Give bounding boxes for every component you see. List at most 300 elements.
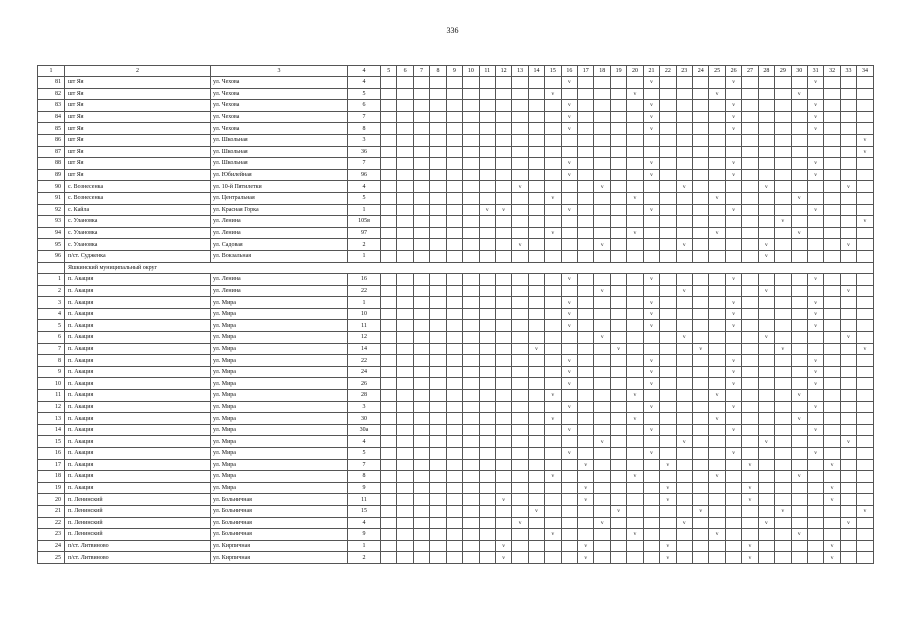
empty-day-cell [594,111,610,123]
check-mark-cell: v [561,274,577,286]
house-cell: 2 [348,239,381,251]
empty-day-cell [775,332,791,344]
empty-day-cell [495,100,511,112]
house-cell: 2 [348,552,381,564]
empty-day-cell [578,355,594,367]
empty-day-cell [725,436,741,448]
empty-day-cell [824,378,840,390]
empty-day-cell [512,540,528,552]
empty-day-cell [446,227,462,239]
empty-day-cell [627,355,643,367]
settlement-cell: п. Ленинский [65,505,211,517]
empty-day-cell [775,366,791,378]
empty-day-cell [479,216,495,228]
empty-day-cell [627,285,643,297]
empty-day-cell [479,274,495,286]
empty-day-cell [397,332,413,344]
check-mark-cell: v [791,390,807,402]
empty-day-cell [446,401,462,413]
empty-day-cell [840,413,856,425]
empty-day-cell [693,529,709,541]
check-mark-cell: v [791,88,807,100]
empty-day-cell [446,285,462,297]
empty-day-cell [627,401,643,413]
empty-day-cell [758,471,774,483]
empty-day-cell [578,471,594,483]
empty-day-cell [545,436,561,448]
empty-day-cell [775,517,791,529]
empty-day-cell [742,239,758,251]
empty-day-cell [545,274,561,286]
empty-day-cell [545,482,561,494]
empty-day-cell [512,169,528,181]
empty-day-cell [594,204,610,216]
empty-day-cell [709,459,725,471]
empty-day-cell [758,77,774,89]
empty-day-cell [758,320,774,332]
empty-day-cell [594,505,610,517]
empty-day-cell [430,505,446,517]
empty-day-cell [397,204,413,216]
empty-day-cell [693,471,709,483]
empty-day-cell [463,436,479,448]
empty-day-cell [397,459,413,471]
settlement-cell: п. Акация [65,320,211,332]
empty-day-cell [775,77,791,89]
empty-day-cell [381,88,397,100]
empty-day-cell [463,158,479,170]
empty-day-cell [397,100,413,112]
empty-day-cell [561,471,577,483]
empty-day-cell [857,552,873,564]
empty-day-cell [742,123,758,135]
settlement-cell: п/ст. Литвиново [65,552,211,564]
empty-day-cell [807,146,823,158]
empty-day-cell [857,192,873,204]
empty-day-cell [381,355,397,367]
empty-day-cell [791,123,807,135]
empty-day-cell [857,401,873,413]
check-mark-cell: v [561,448,577,460]
empty-day-cell [643,413,659,425]
empty-day-cell [578,192,594,204]
empty-day-cell [791,216,807,228]
street-cell: ул. Ленина [211,227,348,239]
empty-day-cell [512,366,528,378]
empty-day-cell [824,448,840,460]
header-cell: 2 [65,66,211,77]
empty-day-cell [742,77,758,89]
empty-day-cell [824,332,840,344]
empty-day-cell [725,343,741,355]
empty-day-cell [463,320,479,332]
empty-day-cell [495,274,511,286]
row-number-cell: 86 [38,134,65,146]
house-cell: 26 [348,378,381,390]
empty-day-cell [446,274,462,286]
empty-day-cell [643,482,659,494]
empty-day-cell [594,494,610,506]
empty-day-cell [610,204,626,216]
empty-day-cell [775,401,791,413]
empty-day-cell [840,88,856,100]
empty-day-cell [627,134,643,146]
empty-day-cell [676,134,692,146]
empty-day-cell [824,204,840,216]
street-cell: ул. Мира [211,355,348,367]
empty-day-cell [758,494,774,506]
empty-day-cell [857,308,873,320]
empty-day-cell [495,529,511,541]
header-cell: 22 [660,66,676,77]
empty-day-cell [791,146,807,158]
empty-day-cell [791,181,807,193]
empty-day-cell [446,308,462,320]
empty-day-cell [397,192,413,204]
table-row [38,88,874,100]
settlement-cell: п. Ленинский [65,517,211,529]
empty-day-cell [413,227,429,239]
empty-day-cell [463,181,479,193]
empty-day-cell [758,158,774,170]
empty-day-cell [693,134,709,146]
empty-day-cell [413,471,429,483]
empty-day-cell [627,274,643,286]
check-mark-cell: v [561,297,577,309]
empty-day-cell [446,517,462,529]
house-cell: 24 [348,366,381,378]
empty-day-cell [807,413,823,425]
empty-day-cell [676,482,692,494]
empty-day-cell [381,308,397,320]
empty-day-cell [545,552,561,564]
check-mark-cell: v [791,471,807,483]
row-number-cell: 25 [38,552,65,564]
empty-day-cell [791,378,807,390]
empty-day-cell [446,100,462,112]
empty-day-cell [479,390,495,402]
empty-day-cell [479,88,495,100]
empty-day-cell [676,123,692,135]
empty-day-cell [430,308,446,320]
empty-day-cell [479,529,495,541]
empty-day-cell [742,355,758,367]
empty-day-cell [791,459,807,471]
empty-day-cell [610,285,626,297]
empty-day-cell [709,436,725,448]
empty-day-cell [545,216,561,228]
empty-day-cell [512,123,528,135]
empty-day-cell [430,529,446,541]
empty-day-cell [676,494,692,506]
table-row [38,505,874,517]
empty-day-cell [578,366,594,378]
empty-day-cell [725,239,741,251]
check-mark-cell: v [807,100,823,112]
house-cell: 7 [348,459,381,471]
empty-day-cell [594,471,610,483]
empty-day-cell [479,552,495,564]
empty-day-cell [693,192,709,204]
section-row [38,262,874,274]
empty-day-cell [709,239,725,251]
table-row [38,366,874,378]
empty-day-cell [594,482,610,494]
empty-day-cell [381,448,397,460]
check-mark-cell: v [643,111,659,123]
empty-day-cell [446,204,462,216]
empty-day-cell [676,111,692,123]
empty-day-cell [693,123,709,135]
empty-day-cell [660,77,676,89]
row-number-cell: 95 [38,239,65,251]
street-cell: ул. Мира [211,436,348,448]
empty-day-cell [430,297,446,309]
empty-day-cell [824,505,840,517]
empty-day-cell [495,158,511,170]
street-cell: ул. Чехова [211,77,348,89]
empty-day-cell [594,146,610,158]
empty-day-cell [545,320,561,332]
empty-day-cell [413,332,429,344]
empty-day-cell [413,77,429,89]
empty-day-cell [627,332,643,344]
check-mark-cell: v [545,471,561,483]
check-mark-cell: v [725,378,741,390]
empty-day-cell [643,529,659,541]
empty-day-cell [594,297,610,309]
empty-day-cell [660,134,676,146]
empty-day-cell [709,424,725,436]
row-number-cell: 4 [38,308,65,320]
check-mark-cell: v [693,505,709,517]
check-mark-cell: v [660,540,676,552]
empty-day-cell [693,77,709,89]
table-row [38,146,874,158]
empty-day-cell [561,413,577,425]
empty-day-cell [643,505,659,517]
empty-day-cell [676,401,692,413]
empty-day-cell [495,459,511,471]
house-cell: 30а [348,424,381,436]
check-mark-cell: v [643,424,659,436]
check-mark-cell: v [824,494,840,506]
empty-day-cell [594,123,610,135]
empty-day-cell [446,482,462,494]
empty-day-cell [545,494,561,506]
header-cell: 7 [413,66,429,77]
empty-day-cell [709,482,725,494]
empty-day-cell [528,88,544,100]
empty-day-cell [824,158,840,170]
empty-day-cell [594,227,610,239]
empty-day-cell [676,413,692,425]
empty-day-cell [594,216,610,228]
empty-day-cell [512,413,528,425]
empty-day-cell [594,88,610,100]
check-mark-cell: v [627,227,643,239]
empty-day-cell [446,111,462,123]
check-mark-cell: v [693,343,709,355]
check-mark-cell: v [807,378,823,390]
table-row [38,181,874,193]
empty-day-cell [824,308,840,320]
check-mark-cell: v [660,552,676,564]
empty-day-cell [578,88,594,100]
check-mark-cell: v [742,482,758,494]
empty-day-cell [610,355,626,367]
empty-day-cell [430,366,446,378]
empty-day-cell [610,552,626,564]
empty-day-cell [725,216,741,228]
empty-day-cell [495,448,511,460]
check-mark-cell: v [578,540,594,552]
empty-day-cell [857,332,873,344]
check-mark-cell: v [857,343,873,355]
empty-day-cell [512,436,528,448]
check-mark-cell: v [725,401,741,413]
empty-day-cell [413,355,429,367]
empty-day-cell [643,146,659,158]
empty-day-cell [381,204,397,216]
empty-day-cell [578,505,594,517]
settlement-cell: с. Улановка [65,227,211,239]
empty-day-cell [594,459,610,471]
empty-day-cell [627,250,643,262]
empty-day-cell [775,297,791,309]
empty-day-cell [413,111,429,123]
settlement-cell: п. Акация [65,482,211,494]
empty-day-cell [463,332,479,344]
empty-day-cell [676,343,692,355]
table-row [38,111,874,123]
empty-day-cell [725,517,741,529]
empty-day-cell [610,134,626,146]
check-mark-cell: v [561,169,577,181]
empty-day-cell [857,204,873,216]
table-row [38,355,874,367]
empty-day-cell [430,111,446,123]
check-mark-cell: v [725,77,741,89]
empty-day-cell [479,192,495,204]
empty-day-cell [742,158,758,170]
empty-day-cell [758,297,774,309]
empty-day-cell [561,285,577,297]
check-mark-cell: v [561,123,577,135]
empty-day-cell [463,274,479,286]
empty-day-cell [643,517,659,529]
empty-day-cell [446,552,462,564]
settlement-cell: шт Яя [65,111,211,123]
empty-day-cell [742,343,758,355]
settlement-cell: п. Акация [65,413,211,425]
empty-day-cell [610,401,626,413]
empty-day-cell [413,134,429,146]
empty-day-cell [594,540,610,552]
section-title: Яшкинский муниципальный округ [65,262,874,274]
house-cell: 1 [348,204,381,216]
empty-day-cell [413,459,429,471]
empty-day-cell [430,285,446,297]
empty-day-cell [528,413,544,425]
check-mark-cell: v [561,204,577,216]
empty-day-cell [660,448,676,460]
header-cell: 15 [545,66,561,77]
empty-day-cell [758,482,774,494]
check-mark-cell: v [676,436,692,448]
house-cell: 28 [348,390,381,402]
table-row [38,390,874,402]
empty-day-cell [381,517,397,529]
empty-day-cell [397,250,413,262]
check-mark-cell: v [840,285,856,297]
empty-day-cell [397,401,413,413]
check-mark-cell: v [578,494,594,506]
empty-day-cell [709,169,725,181]
empty-day-cell [676,88,692,100]
check-mark-cell: v [627,529,643,541]
empty-day-cell [495,517,511,529]
street-cell: ул. Больничная [211,505,348,517]
empty-day-cell [381,413,397,425]
empty-day-cell [381,540,397,552]
empty-day-cell [693,216,709,228]
check-mark-cell: v [627,192,643,204]
empty-day-cell [758,146,774,158]
empty-day-cell [512,227,528,239]
table-row [38,540,874,552]
check-mark-cell: v [610,505,626,517]
empty-day-cell [758,552,774,564]
empty-day-cell [430,448,446,460]
house-cell: 5 [348,88,381,100]
empty-day-cell [495,181,511,193]
empty-day-cell [446,134,462,146]
header-cell: 3 [211,66,348,77]
empty-day-cell [561,239,577,251]
house-cell: 4 [348,436,381,448]
row-number-cell: 82 [38,88,65,100]
empty-day-cell [725,250,741,262]
empty-day-cell [758,540,774,552]
empty-day-cell [413,413,429,425]
row-number-cell: 20 [38,494,65,506]
empty-day-cell [840,494,856,506]
empty-day-cell [824,111,840,123]
empty-day-cell [791,134,807,146]
empty-day-cell [742,517,758,529]
empty-day-cell [463,239,479,251]
row-number-cell: 9 [38,366,65,378]
empty-day-cell [807,343,823,355]
empty-day-cell [413,320,429,332]
empty-day-cell [660,123,676,135]
empty-day-cell [512,355,528,367]
check-mark-cell: v [840,239,856,251]
empty-day-cell [578,448,594,460]
empty-day-cell [463,169,479,181]
check-mark-cell: v [709,192,725,204]
empty-day-cell [742,192,758,204]
empty-day-cell [824,436,840,448]
check-mark-cell: v [561,355,577,367]
row-number-cell: 1 [38,274,65,286]
empty-day-cell [840,308,856,320]
empty-day-cell [627,482,643,494]
empty-day-cell [676,308,692,320]
empty-day-cell [725,529,741,541]
empty-day-cell [430,517,446,529]
